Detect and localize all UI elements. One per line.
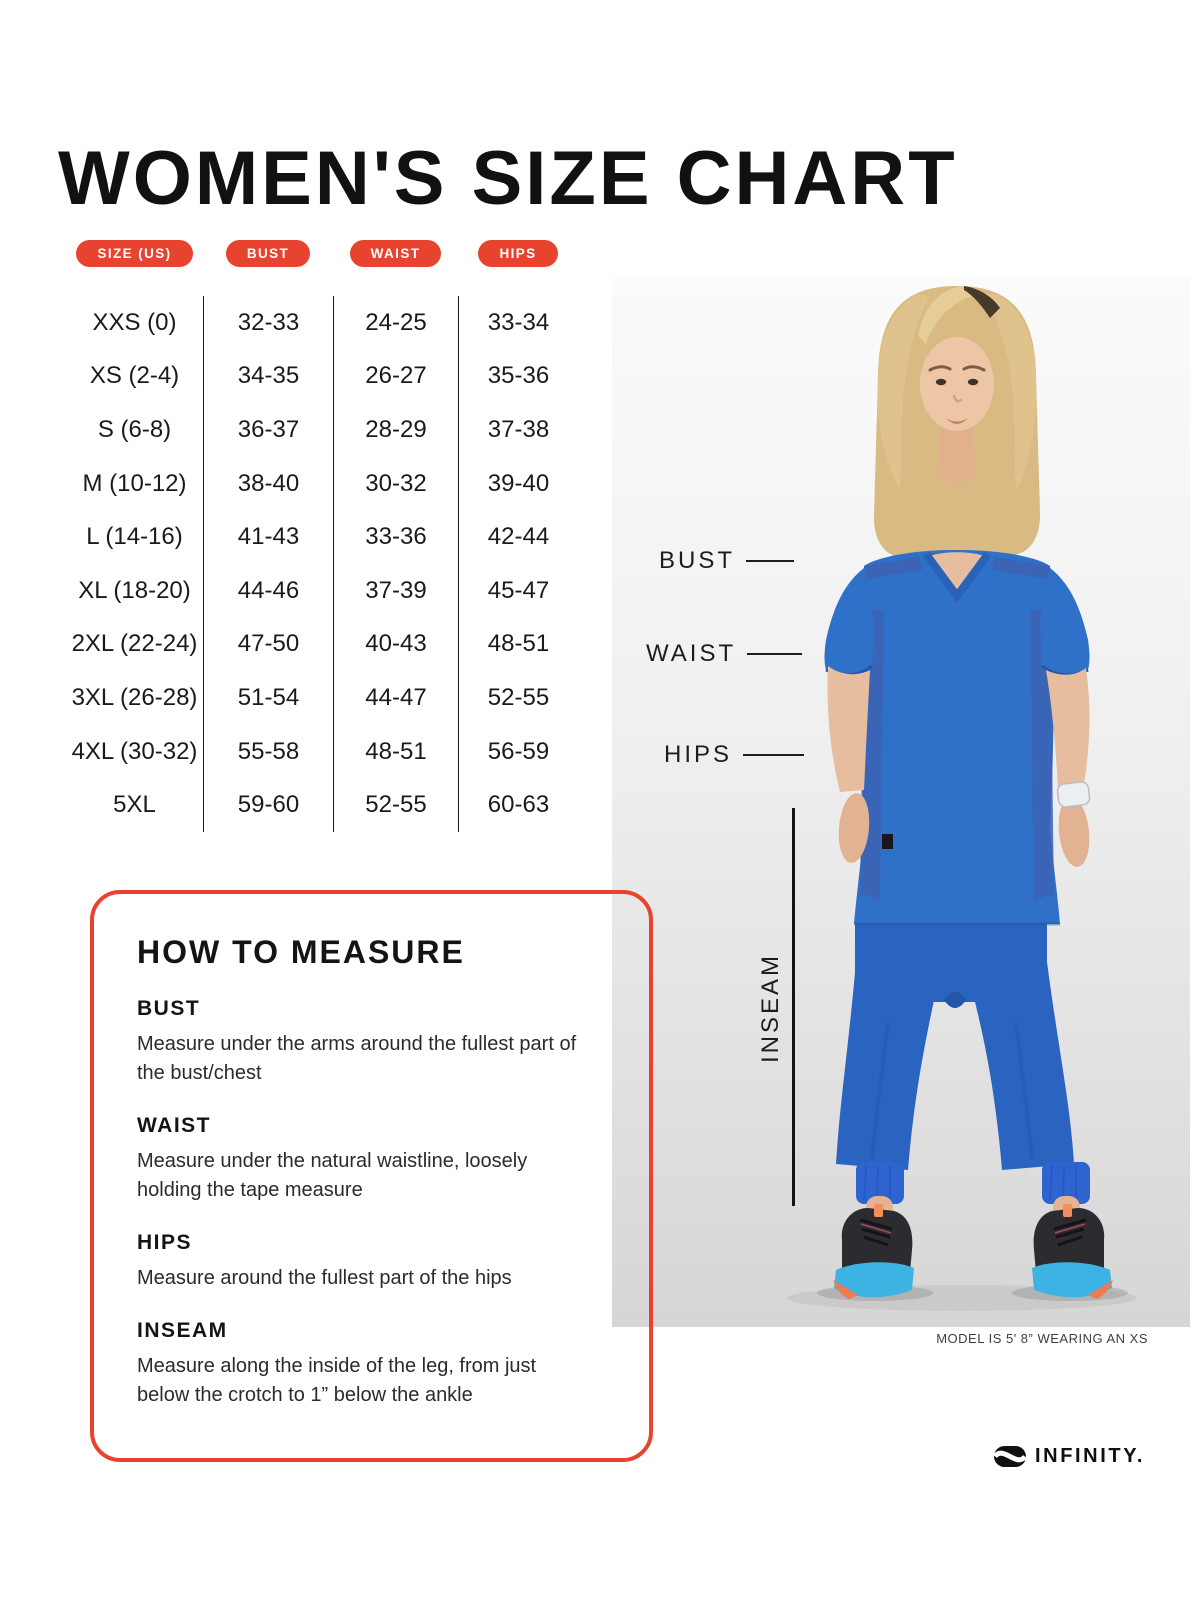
header-waist (333, 240, 458, 267)
table-cell: 38-40 (203, 457, 333, 511)
measure-section-inseam (137, 1319, 649, 1410)
table-cell: 60-63 (458, 778, 578, 832)
table-cell: 59-60 (203, 778, 333, 832)
header-bust (203, 240, 333, 267)
table-cell: 48-51 (333, 725, 458, 779)
table-cell: S (6-8) (97, 415, 172, 443)
measure-section-text: Measure under the natural waistline, loosely holding the tape measure (137, 1150, 528, 1201)
brand-logo (993, 1444, 1145, 1469)
hips-pointer-label: HIPS (664, 741, 733, 768)
waist-pointer-label: WAIST (646, 640, 737, 667)
how-to-measure-title: HOW TO MEASURE (137, 934, 465, 970)
measure-section-text: Measure under the arms around the fullest part of the bust/chest (137, 1033, 577, 1084)
measure-section-heading: BUST (137, 997, 201, 1020)
model-caption: MODEL IS 5' 8” WEARING AN XS (936, 1331, 1148, 1346)
table-cell: XL (18-20) (78, 576, 191, 604)
table-cell: 33-36 (333, 510, 458, 564)
bust-pointer (659, 549, 794, 573)
table-cell: 40-43 (333, 618, 458, 672)
table-cell: 42-44 (458, 510, 578, 564)
table-cell: 24-25 (333, 296, 458, 350)
table-cell: 26-27 (333, 350, 458, 404)
bust-pointer-label: BUST (659, 547, 736, 574)
size-us-pill: SIZE (US) (76, 240, 192, 267)
table-cell: 51-54 (203, 671, 333, 725)
table-cell: 5XL (113, 791, 156, 819)
waist-pointer (646, 642, 802, 666)
table-cell: 3XL (26-28) (71, 683, 198, 711)
table-cell: XS (2-4) (89, 362, 180, 390)
measure-section-text: Measure along the inside of the leg, from just below the crotch to 1” below the ankle (137, 1355, 537, 1406)
table-cell: M (10-12) (82, 469, 187, 497)
measure-section-text: Measure around the fullest part of the hips (137, 1267, 512, 1289)
measure-section-hips (137, 1231, 649, 1293)
inseam-pointer-label: INSEAM (757, 953, 784, 1064)
bust-pointer-line (746, 560, 794, 563)
waist-pointer-line (747, 653, 802, 656)
table-cell: 36-37 (203, 403, 333, 457)
table-cell: 37-38 (458, 403, 578, 457)
table-cell: 4XL (30-32) (71, 737, 198, 765)
table-cell: 34-35 (203, 350, 333, 404)
scrub-model-figure (612, 278, 1190, 1327)
measure-section-waist (137, 1114, 649, 1205)
brand-wordmark: INFINITY. (1035, 1445, 1146, 1467)
table-cell: 45-47 (458, 564, 578, 618)
hips-pointer (664, 743, 804, 767)
table-cell: 52-55 (458, 671, 578, 725)
table-cell: 35-36 (458, 350, 578, 404)
table-cell: 48-51 (458, 618, 578, 672)
inseam-pointer-line (792, 808, 795, 1206)
bust-pill: BUST (226, 240, 310, 267)
hips-pill: HIPS (478, 240, 557, 267)
table-cell: 56-59 (458, 725, 578, 779)
header-size (66, 240, 203, 267)
header-hips (458, 240, 578, 267)
how-to-measure-box (90, 890, 653, 1462)
size-table-header (66, 240, 578, 267)
infinity-logo-icon (993, 1444, 1027, 1469)
table-cell: 47-50 (203, 618, 333, 672)
measure-section-bust (137, 997, 649, 1088)
table-cell: XXS (0) (92, 308, 177, 336)
measure-section-heading: WAIST (137, 1114, 211, 1137)
table-cell: 33-34 (458, 296, 578, 350)
table-cell: L (14-16) (86, 523, 183, 551)
size-table (66, 240, 578, 832)
table-cell: 44-47 (333, 671, 458, 725)
measure-section-heading: HIPS (137, 1231, 193, 1254)
waist-pill: WAIST (350, 240, 442, 267)
table-cell: 32-33 (203, 296, 333, 350)
page-title: WOMEN'S SIZE CHART (58, 135, 958, 221)
table-cell: 37-39 (333, 564, 458, 618)
table-cell: 2XL (22-24) (71, 630, 198, 658)
hips-pointer-line (743, 754, 804, 757)
table-cell: 55-58 (203, 725, 333, 779)
size-table-body (66, 296, 578, 832)
smartwatch (1057, 781, 1091, 808)
model-photo (612, 278, 1190, 1327)
table-cell: 44-46 (203, 564, 333, 618)
table-cell: 30-32 (333, 457, 458, 511)
table-cell: 41-43 (203, 510, 333, 564)
table-cell: 52-55 (333, 778, 458, 832)
table-cell: 39-40 (458, 457, 578, 511)
table-cell: 28-29 (333, 403, 458, 457)
measure-section-heading: INSEAM (137, 1319, 228, 1342)
